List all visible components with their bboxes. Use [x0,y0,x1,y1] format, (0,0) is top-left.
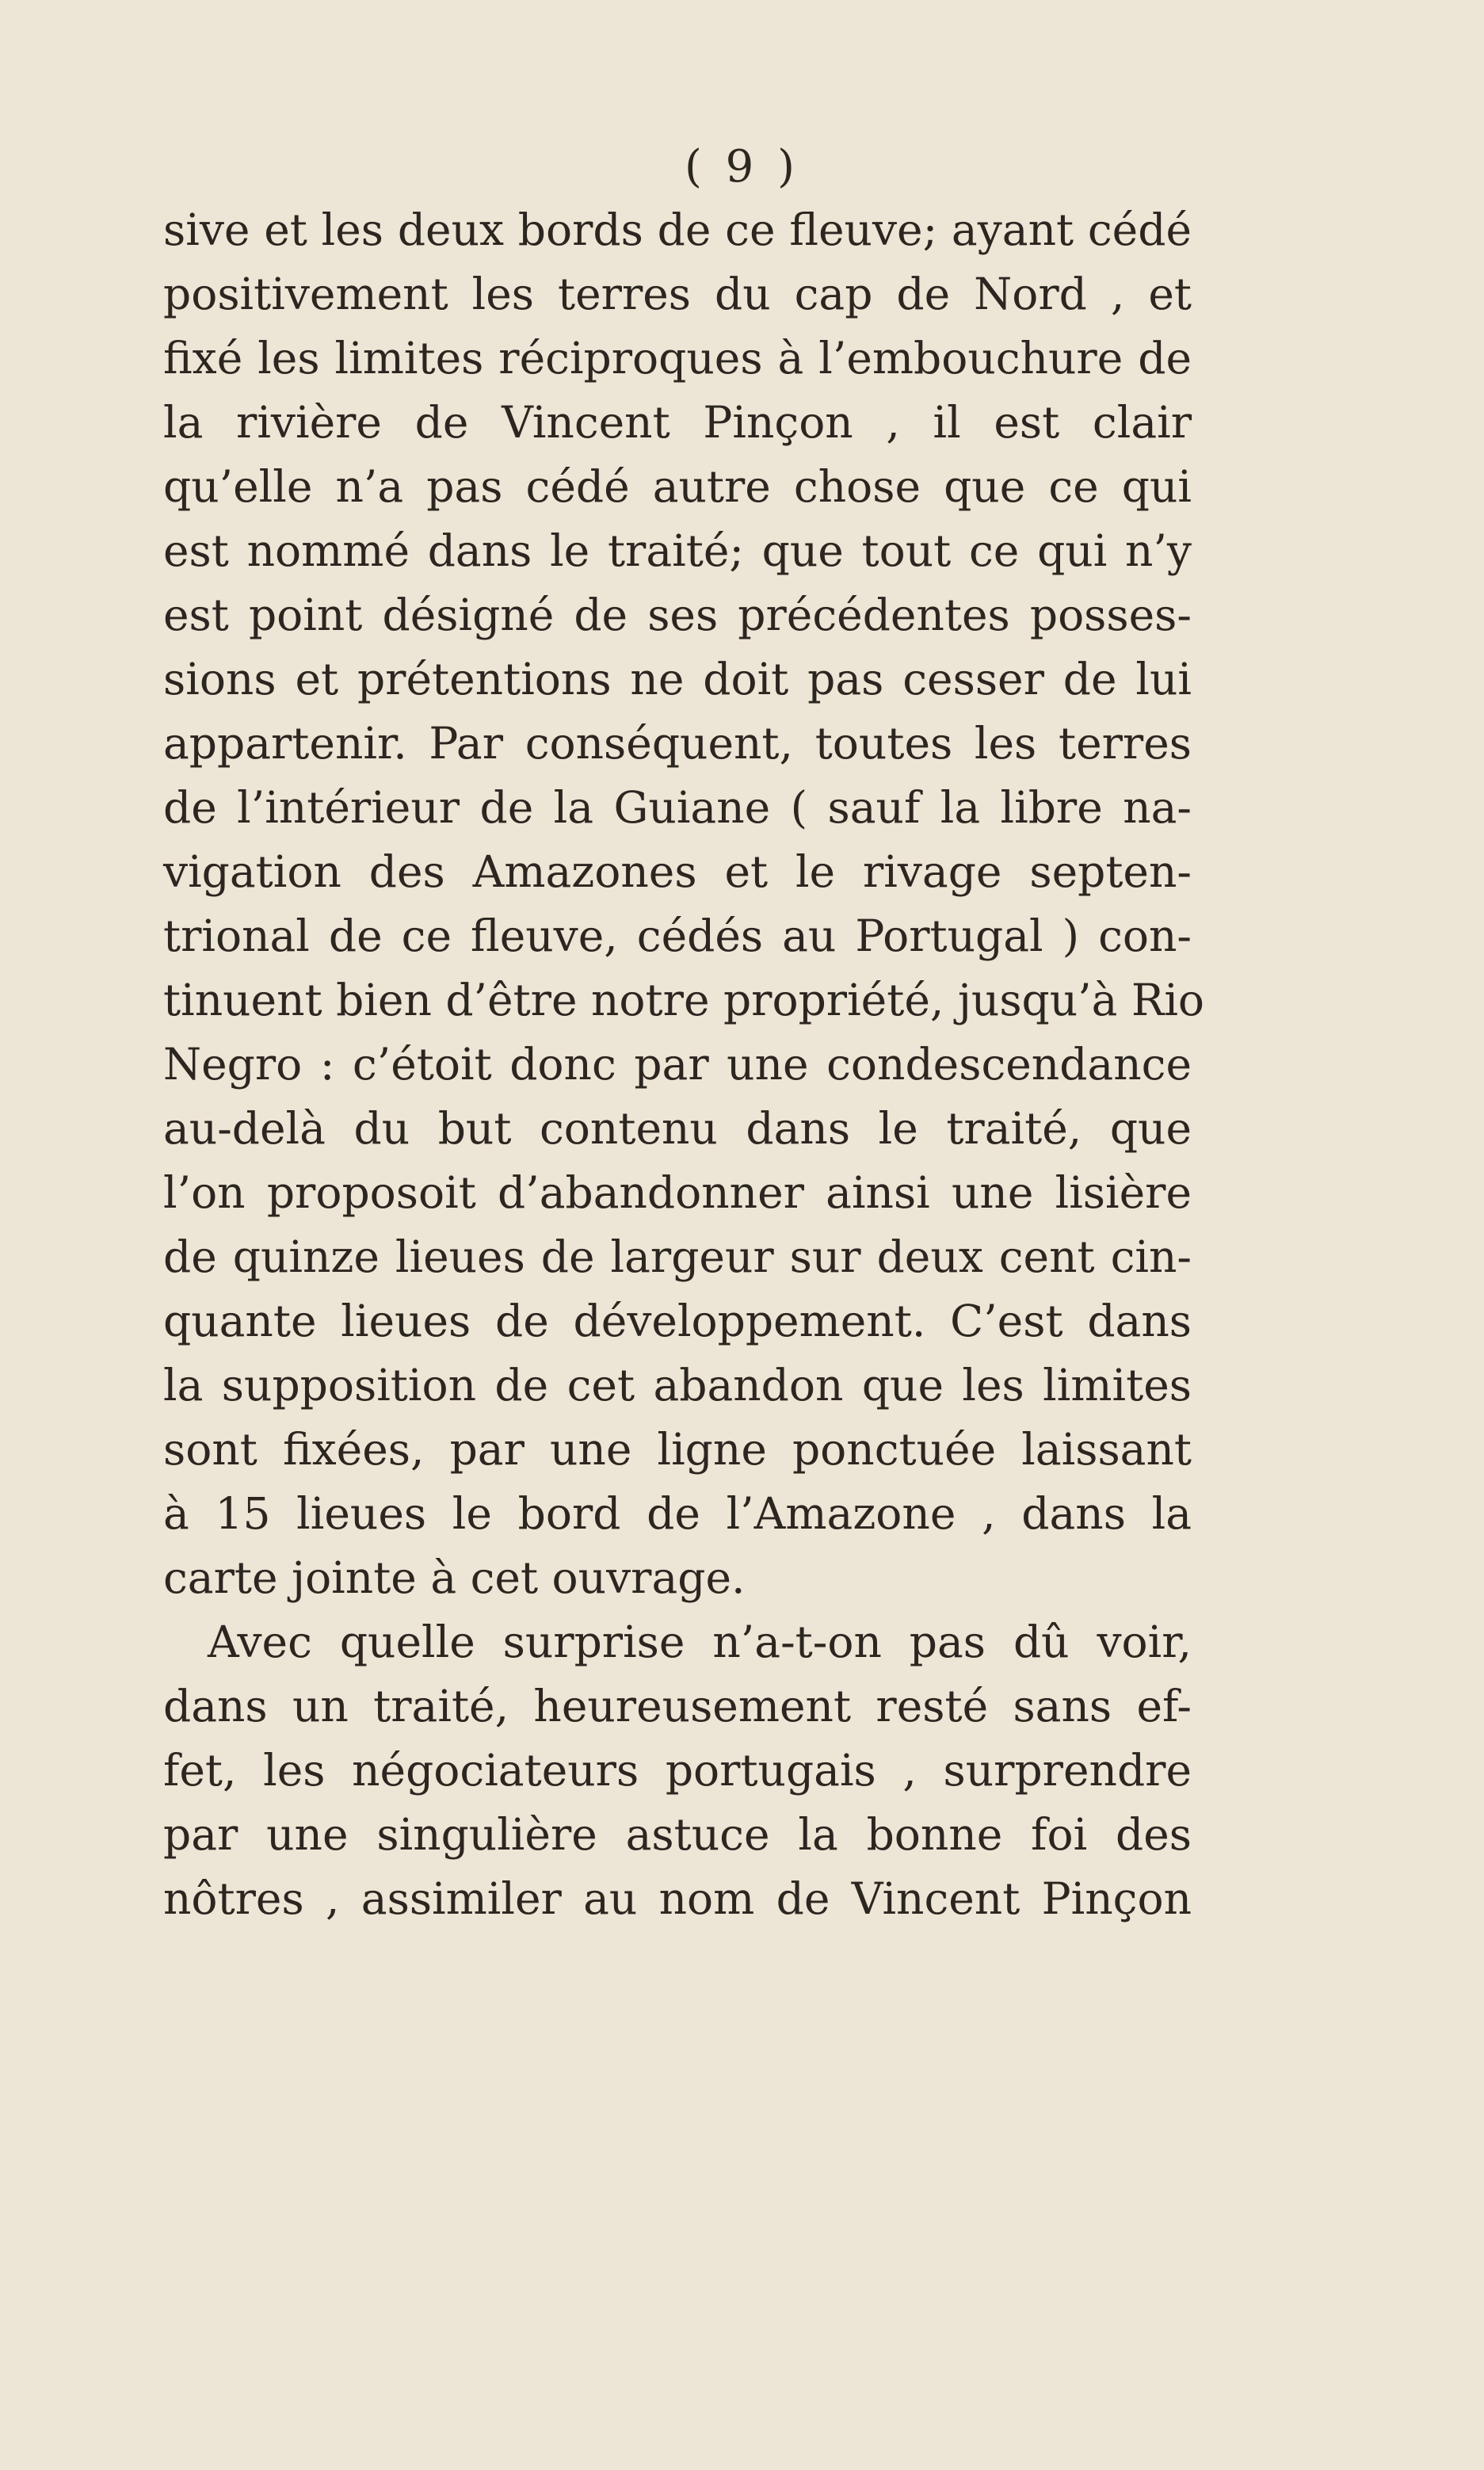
text-line: à 15 lieues le bord de l’Amazone , dans la [163,1488,1192,1539]
text-line: par une singulière astuce la bonne foi des [163,1809,1192,1860]
text-line: trional de ce fleuve, cédés au Portugal ) con- [163,911,1192,961]
text-line: quante lieues de développement. C’est dans [163,1296,1192,1346]
text-line: de l’intérieur de la Guiane ( sauf la libre na- [163,782,1192,833]
text-line: est point désigné de ses précédentes posses- [163,590,1192,640]
paragraph-first-line: Avec quelle surprise n’a-t-on pas dû voir, [208,1617,1192,1667]
text-line: carte jointe à cet ouvrage. [163,1552,746,1603]
text-line: Negro : c’étoit donc par une condescendance [163,1039,1192,1090]
page-number: ( 9 ) [685,141,799,193]
text-line: sont fixées, par une ligne ponctuée laissant [163,1424,1192,1475]
body-text [163,198,1205,1931]
text-line: appartenir. Par conséquent, toutes les terres [163,718,1192,769]
text-line: fixé les limites réciproques à l’embouchure de [163,333,1192,384]
text-line: au-delà du but contenu dans le traité, que [163,1103,1192,1154]
text-line: positivement les terres du cap de Nord , et [163,269,1192,319]
text-line: la supposition de cet abandon que les limites [163,1360,1192,1411]
text-line: de quinze lieues de largeur sur deux cent cin- [163,1231,1192,1282]
text-line: qu’elle n’a pas cédé autre chose que ce qui [163,461,1192,512]
text-line: sions et prétentions ne doit pas cesser de lui [163,654,1192,704]
text-line: nôtres , assimiler au nom de Vincent Pinçon [163,1873,1192,1924]
text-line: tinuent bien d’être notre propriété, jusqu’à Rio [163,975,1205,1025]
text-line: dans un traité, heureusement resté sans ef- [163,1681,1192,1731]
text-line: sive et les deux bords de ce fleuve; ayant cédé [163,204,1192,255]
text-line: l’on proposoit d’abandonner ainsi une lisière [163,1167,1192,1218]
text-line: est nommé dans le traité; que tout ce qui n’y [163,525,1192,576]
text-line: fet, les négociateurs portugais , surprendre [163,1745,1192,1796]
text-line: la rivière de Vincent Pinçon , il est clair [163,397,1192,448]
text-line: vigation des Amazones et le rivage septen- [163,846,1192,897]
